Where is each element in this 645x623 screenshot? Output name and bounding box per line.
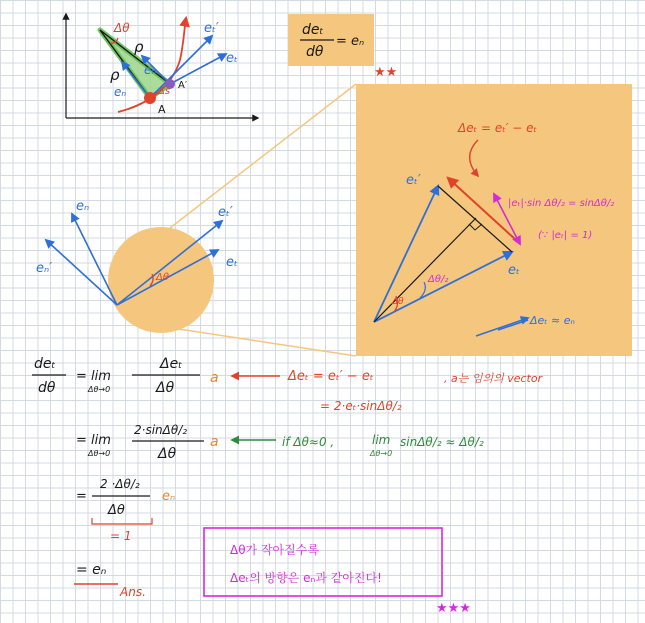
line1-a-note: , a는 임의의 vector [444,372,543,385]
line1-vec-a: a [210,370,219,386]
zoom-et-label: eₜ [508,263,520,278]
top-delta-theta: Δθ [114,21,130,35]
derivation-line-2 [76,423,484,462]
line1-lim: = lim [76,369,111,384]
line2-green-lim: lim [372,433,391,447]
zoom-half-angle-label: Δθ/₂ [428,274,449,285]
line3-underbrace [92,518,152,524]
top-en-2: eₙ [114,85,127,99]
line2-den: Δθ [158,446,177,462]
note-line-1: Δθ가 작아질수록 [230,543,319,557]
circle-diagram [36,84,356,356]
circle-en-label: eₙ [76,199,90,214]
en-prime-vector [46,240,117,305]
line3-eq-one: = 1 [110,529,132,543]
line2-lim-sub: Δθ→0 [88,449,111,458]
top-point-a: A [158,103,166,116]
line1-den: Δθ [156,380,175,396]
circle-delta-theta: Δθ [156,272,169,283]
top-delta-s: Δs [158,86,171,97]
top-en-1: eₙ [144,63,157,77]
circle-et-prime-label: eₜ′ [218,205,233,220]
line2-green-rhs: sinΔθ/₂ ≈ Δθ/₂ [400,435,484,449]
zoom-line-bottom [172,328,356,356]
line1-red-eq1: Δeₜ = eₜ′ − eₜ [288,369,374,384]
line4-ans: Ans. [120,585,146,599]
line2-lim: = lim [76,433,111,448]
zoom-panel [356,84,632,356]
note-line-2: Δeₜ의 방향은 eₙ과 같아진다! [230,571,382,585]
zoom-et-prime-label: eₜ′ [406,173,421,188]
line3-en: eₙ [162,489,176,504]
line1-lim-sub: Δθ→0 [88,385,111,394]
circle-en-prime-label: eₙ′ [36,261,53,276]
stars-top: ★★ [374,65,398,80]
top-rho-2: ρ [110,66,120,84]
line3-eq: = [76,489,87,504]
line1-lhs-num: deₜ [34,356,56,372]
line1-lhs-den: dθ [38,380,56,396]
top-point-a-prime: A′ [178,80,188,91]
line2-green-note: if Δθ≈0 , [282,435,335,449]
zoom-magnitude-eq: |eₜ|·sin Δθ/₂ = sinΔθ/₂ [508,198,615,209]
note-box [204,528,442,596]
line3-num: 2 ·Δθ/₂ [100,477,140,491]
line2-green-lim-sub: Δθ→0 [370,449,393,458]
zoom-legend: Δeₜ ≈ eₙ [530,314,575,327]
header-rhs: = eₙ [336,34,365,49]
en-vector [72,214,117,305]
line4-result: = eₙ [76,562,107,578]
zoom-delta-et-eq: Δeₜ = eₜ′ − eₜ [458,121,538,135]
line2-num: 2·sinΔθ/₂ [134,423,188,437]
derivation-line-1 [32,356,544,413]
stars-bottom: ★★★ [436,601,471,616]
line3-den: Δθ [108,503,125,518]
zoom-delta-theta-label: Δθ [392,297,404,307]
top-et: eₜ [226,51,238,66]
zoom-line-top [170,84,356,228]
circle-et-label: eₜ [226,255,238,270]
point-a [144,92,156,104]
header-den: dθ [306,44,324,60]
zoom-because: (∵ |eₜ| = 1) [538,230,593,241]
top-et-prime: eₜ′ [204,21,219,36]
header-formula-box [288,14,374,66]
line1-red-eq2: = 2·eₜ·sinΔθ/₂ [320,399,402,413]
derivation-line-3 [76,477,175,543]
header-num: deₜ [302,22,324,38]
line1-num: Δeₜ [160,356,183,372]
top-diagram [66,14,258,118]
top-rho-1: ρ [134,38,144,56]
line2-vec-a: a [210,434,219,450]
derivation-line-4 [74,562,146,599]
